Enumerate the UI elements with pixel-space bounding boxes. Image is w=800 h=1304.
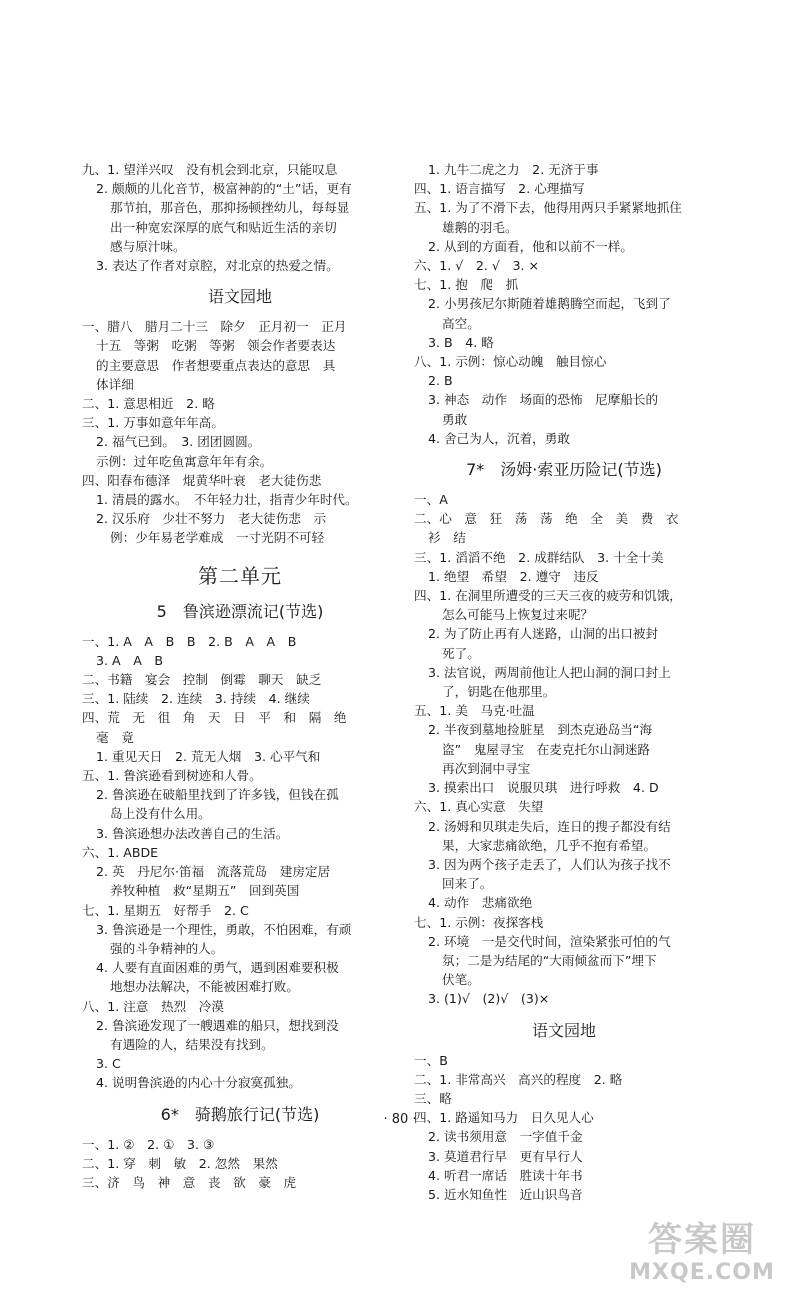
answer-line: 八、1. 注意 热烈 冷漠	[82, 998, 224, 1014]
answer-line: 2. B	[428, 373, 453, 389]
answer-line: 3. 摸索出口 说服贝琪 进行呼救 4. D	[428, 780, 659, 796]
answer-line: 岛上没有什么用。	[110, 806, 211, 822]
answer-line: 怎么可能马上恢复过来呢？	[442, 607, 594, 623]
answer-line: 3. B 4. 略	[428, 334, 494, 350]
answer-line: 3. 鲁滨逊想办法改善自己的生活。	[96, 825, 289, 841]
answer-line: 盗” 鬼屋寻宝 在麦克托尔山洞迷路	[442, 741, 651, 757]
answer-line: 一、B	[414, 1052, 448, 1068]
answer-line: 4. 听君一席话 胜读十年书	[428, 1167, 583, 1183]
answer-line: 4. 人要有直面困难的勇气，遇到困难要积极	[96, 960, 339, 976]
answer-line: 果，大家悲痛欲绝，几乎不抱有希望。	[442, 837, 657, 853]
answer-line: 5. 近水知鱼性 近山识鸟音	[428, 1186, 583, 1202]
answer-line: 二、书籍 宴会 控制 倒霉 聊天 缺乏	[82, 672, 322, 688]
answer-line: 的主要意思 作者想要重点表达的意思 具	[96, 357, 336, 373]
answer-line: 二、心 意 狂 荡 荡 绝 全 美 费 衣	[414, 511, 679, 527]
section-heading: 7* 汤姆·索亚历险记(节选)	[466, 460, 662, 480]
right-column	[414, 160, 714, 1204]
answer-line: 2. 环境 一是交代时间，渲染紧张可怕的气	[428, 933, 671, 949]
answer-line: 3. 莫道君行早 更有早行人	[428, 1148, 583, 1164]
answer-line: 3. 表达了作者对京腔，对北京的热爱之情。	[96, 258, 339, 274]
answer-line: 3. C	[96, 1056, 121, 1072]
answer-line: 地想办法解决，不能被困难打败。	[110, 979, 299, 995]
answer-line: 二、1. 意思相近 2. 略	[82, 396, 215, 412]
answer-line: 三、1. 陆续 2. 连续 3. 持续 4. 继续	[82, 691, 310, 707]
answer-line: 1. 九牛二虎之力 2. 无济于事	[428, 162, 599, 177]
answer-line: 出一种宽宏深厚的底气和贴近生活的亲切	[110, 219, 337, 235]
answer-line: 2. 半夜到墓地捡脏星 到杰克逊岛当“海	[428, 722, 653, 738]
answer-line: 二、1. 非常高兴 高兴的程度 2. 略	[414, 1071, 623, 1087]
answer-line: 六、1. √ 2. √ 3. ×	[414, 258, 540, 274]
answer-line: 1. 清晨的露水。 不年轻力壮，指青少年时代。	[96, 492, 358, 508]
watermark-text: 答案圈	[648, 1220, 756, 1260]
answer-line: 1. 绝望 希望 2. 遵守 违反	[428, 568, 599, 584]
answer-line: 那节拍，那音色，那抑扬顿挫幼儿，每每显	[110, 200, 350, 216]
answer-line: 感与原汁味。	[110, 238, 186, 254]
answer-line: 七、1. 示例：夜探客栈	[414, 914, 544, 930]
answer-line: 毫 竟	[96, 729, 134, 745]
answer-line: 有遇险的人，结果没有找到。	[110, 1036, 274, 1052]
answer-line: 2. 颇颇的儿化音节，极富神韵的“土”话，更有	[96, 181, 352, 197]
answer-line: 1. 重见天日 2. 荒无人烟 3. 心平气和	[96, 748, 321, 764]
answer-line: 六、1. 真心实意 失望	[414, 799, 544, 815]
answer-line: 2. 为了防止再有人迷路，山洞的出口被封	[428, 626, 659, 642]
answer-line: 六、1. ABDE	[82, 844, 159, 860]
answer-line: 3. 鲁滨逊是一个理性，勇敢，不怕困难，有顽	[96, 921, 352, 937]
answer-line: 再次到洞中寻宝	[442, 760, 531, 776]
answer-line: 一、1. A A B B 2. B A A B	[82, 633, 297, 649]
answer-line: 四、阳春布德泽 焜黄华叶衰 老大徒伤悲	[82, 472, 322, 488]
section-heading: 5 鲁滨逊漂流记(节选)	[156, 601, 324, 621]
answer-line: 4. 动作 悲痛欲绝	[428, 895, 533, 911]
left-column	[82, 160, 398, 1192]
answer-line: 3. 神态 动作 场面的恐怖 尼摩船长的	[428, 392, 659, 408]
answer-line: 3. 因为两个孩子走丢了，人们认为孩子找不	[428, 856, 671, 872]
answer-line: 一、A	[414, 492, 448, 508]
answer-line: 了，钥匙在他那里。	[442, 684, 556, 700]
answer-line: 五、1. 为了不滑下去，他得用两只手紧紧地抓住	[414, 200, 682, 216]
answer-line: 2. 汉乐府 少壮不努力 老大徒伤悲 示	[96, 511, 327, 527]
answer-line: 回来了。	[442, 876, 493, 892]
answer-line: 五、1. 鲁滨逊看到树迹和人骨。	[82, 768, 262, 784]
answer-line: 勇敢	[442, 411, 468, 427]
answer-line: 三、1. 万事如意年年高。	[82, 415, 224, 431]
answer-line: 示例：过年吃鱼寓意年年有余。	[96, 453, 273, 469]
answer-line: 2. 鲁滨逊发现了一艘遇难的船只，想找到没	[96, 1017, 339, 1033]
answer-line: 强的斗争精神的人。	[110, 940, 224, 956]
answer-line: 十五 等粥 吃粥 等粥 领会作者要表达	[96, 338, 336, 354]
answer-line: 五、1. 美 马克·吐温	[414, 703, 535, 719]
answer-line: 四、1. 在洞里所遭受的三天三夜的疲劳和饥饿，	[414, 588, 682, 604]
answer-line: 2. 福气已到。 3. 团团圆圆。	[96, 434, 261, 450]
answer-line: 2. 小男孩尼尔斯随着雄鹅腾空而起，飞到了	[428, 296, 671, 312]
answer-line: 死了。	[442, 645, 480, 661]
answer-line: 3. 法官说，两周前他让人把山洞的洞口封上	[428, 664, 671, 680]
section-heading: 语文园地	[531, 1020, 596, 1040]
section-heading: 6* 骑鹅旅行记(节选)	[160, 1104, 320, 1124]
answer-line: 三、济 鸟 神 意 丧 欲 豪 虎	[82, 1174, 297, 1190]
answer-line: 2. 读书须用意 一字值千金	[428, 1129, 583, 1145]
answer-line: 一、腊八 腊月二十三 除夕 正月初一 正月	[82, 319, 347, 335]
answer-line: 三、略	[414, 1090, 452, 1106]
answer-line: 4. 舍己为人，沉着，勇敢	[428, 430, 570, 446]
answer-line: 七、1. 星期五 好帮手 2. C	[82, 902, 249, 918]
answer-line: 体详细	[96, 376, 134, 392]
answer-line: 八、1. 示例：惊心动魄 触目惊心	[414, 354, 607, 370]
answer-line: 四、荒 无 徂 角 天 日 平 和 隔 绝	[82, 710, 347, 726]
answer-line: 二、1. 穿 刺 敏 2. 忽然 果然	[82, 1155, 278, 1171]
answer-line: 3. (1)√ (2)√ (3)×	[428, 991, 550, 1007]
answer-line: 高空。	[442, 315, 480, 331]
answer-line: 4. 说明鲁滨逊的内心十分寂寞孤独。	[96, 1075, 301, 1091]
watermark-url: MXQE.COM	[629, 1260, 775, 1285]
answer-line: 一、1. ② 2. ① 3. ③	[82, 1136, 215, 1152]
section-heading: 第二单元	[198, 563, 282, 588]
section-heading: 语文园地	[207, 287, 272, 307]
answer-line: 衫 结	[428, 530, 466, 546]
answer-line: 养牧种植 救“星期五” 回到英国	[110, 883, 300, 899]
answer-line: 雄鹅的羽毛。	[442, 219, 518, 235]
answer-line: 例：少年易老学难成 一寸光阴不可轻	[110, 530, 325, 546]
answer-line: 3. A A B	[96, 652, 164, 668]
answer-line: 氛；二是为结尾的“大雨倾盆而下”埋下	[442, 952, 657, 968]
answer-line: 2. 从到的方面看，他和以前不一样。	[428, 238, 633, 254]
answer-line: 三、1. 滔滔不绝 2. 成群结队 3. 十全十美	[414, 549, 664, 565]
answer-line: 2. 汤姆和贝琪走失后，连日的搜子都没有结	[428, 818, 671, 834]
answer-line: 2. 英 丹尼尔·笛福 流落荒岛 建房定居	[96, 864, 331, 880]
answer-line: 九、1. 望洋兴叹 没有机会到北京，只能叹息	[82, 162, 338, 177]
answer-line: 七、1. 抱 爬 抓	[414, 277, 519, 293]
answer-line: 四、1. 路遥知马力 日久见人心	[414, 1110, 594, 1126]
answer-line: 四、1. 语言描写 2. 心理描写	[414, 181, 585, 197]
answer-line: 2. 鲁滨逊在破船里找到了许多钱，但钱在孤	[96, 787, 339, 803]
page-number: · 80 ·	[383, 1112, 417, 1127]
watermark-logo	[616, 1220, 788, 1296]
answer-line: 伏笔。	[442, 972, 480, 988]
